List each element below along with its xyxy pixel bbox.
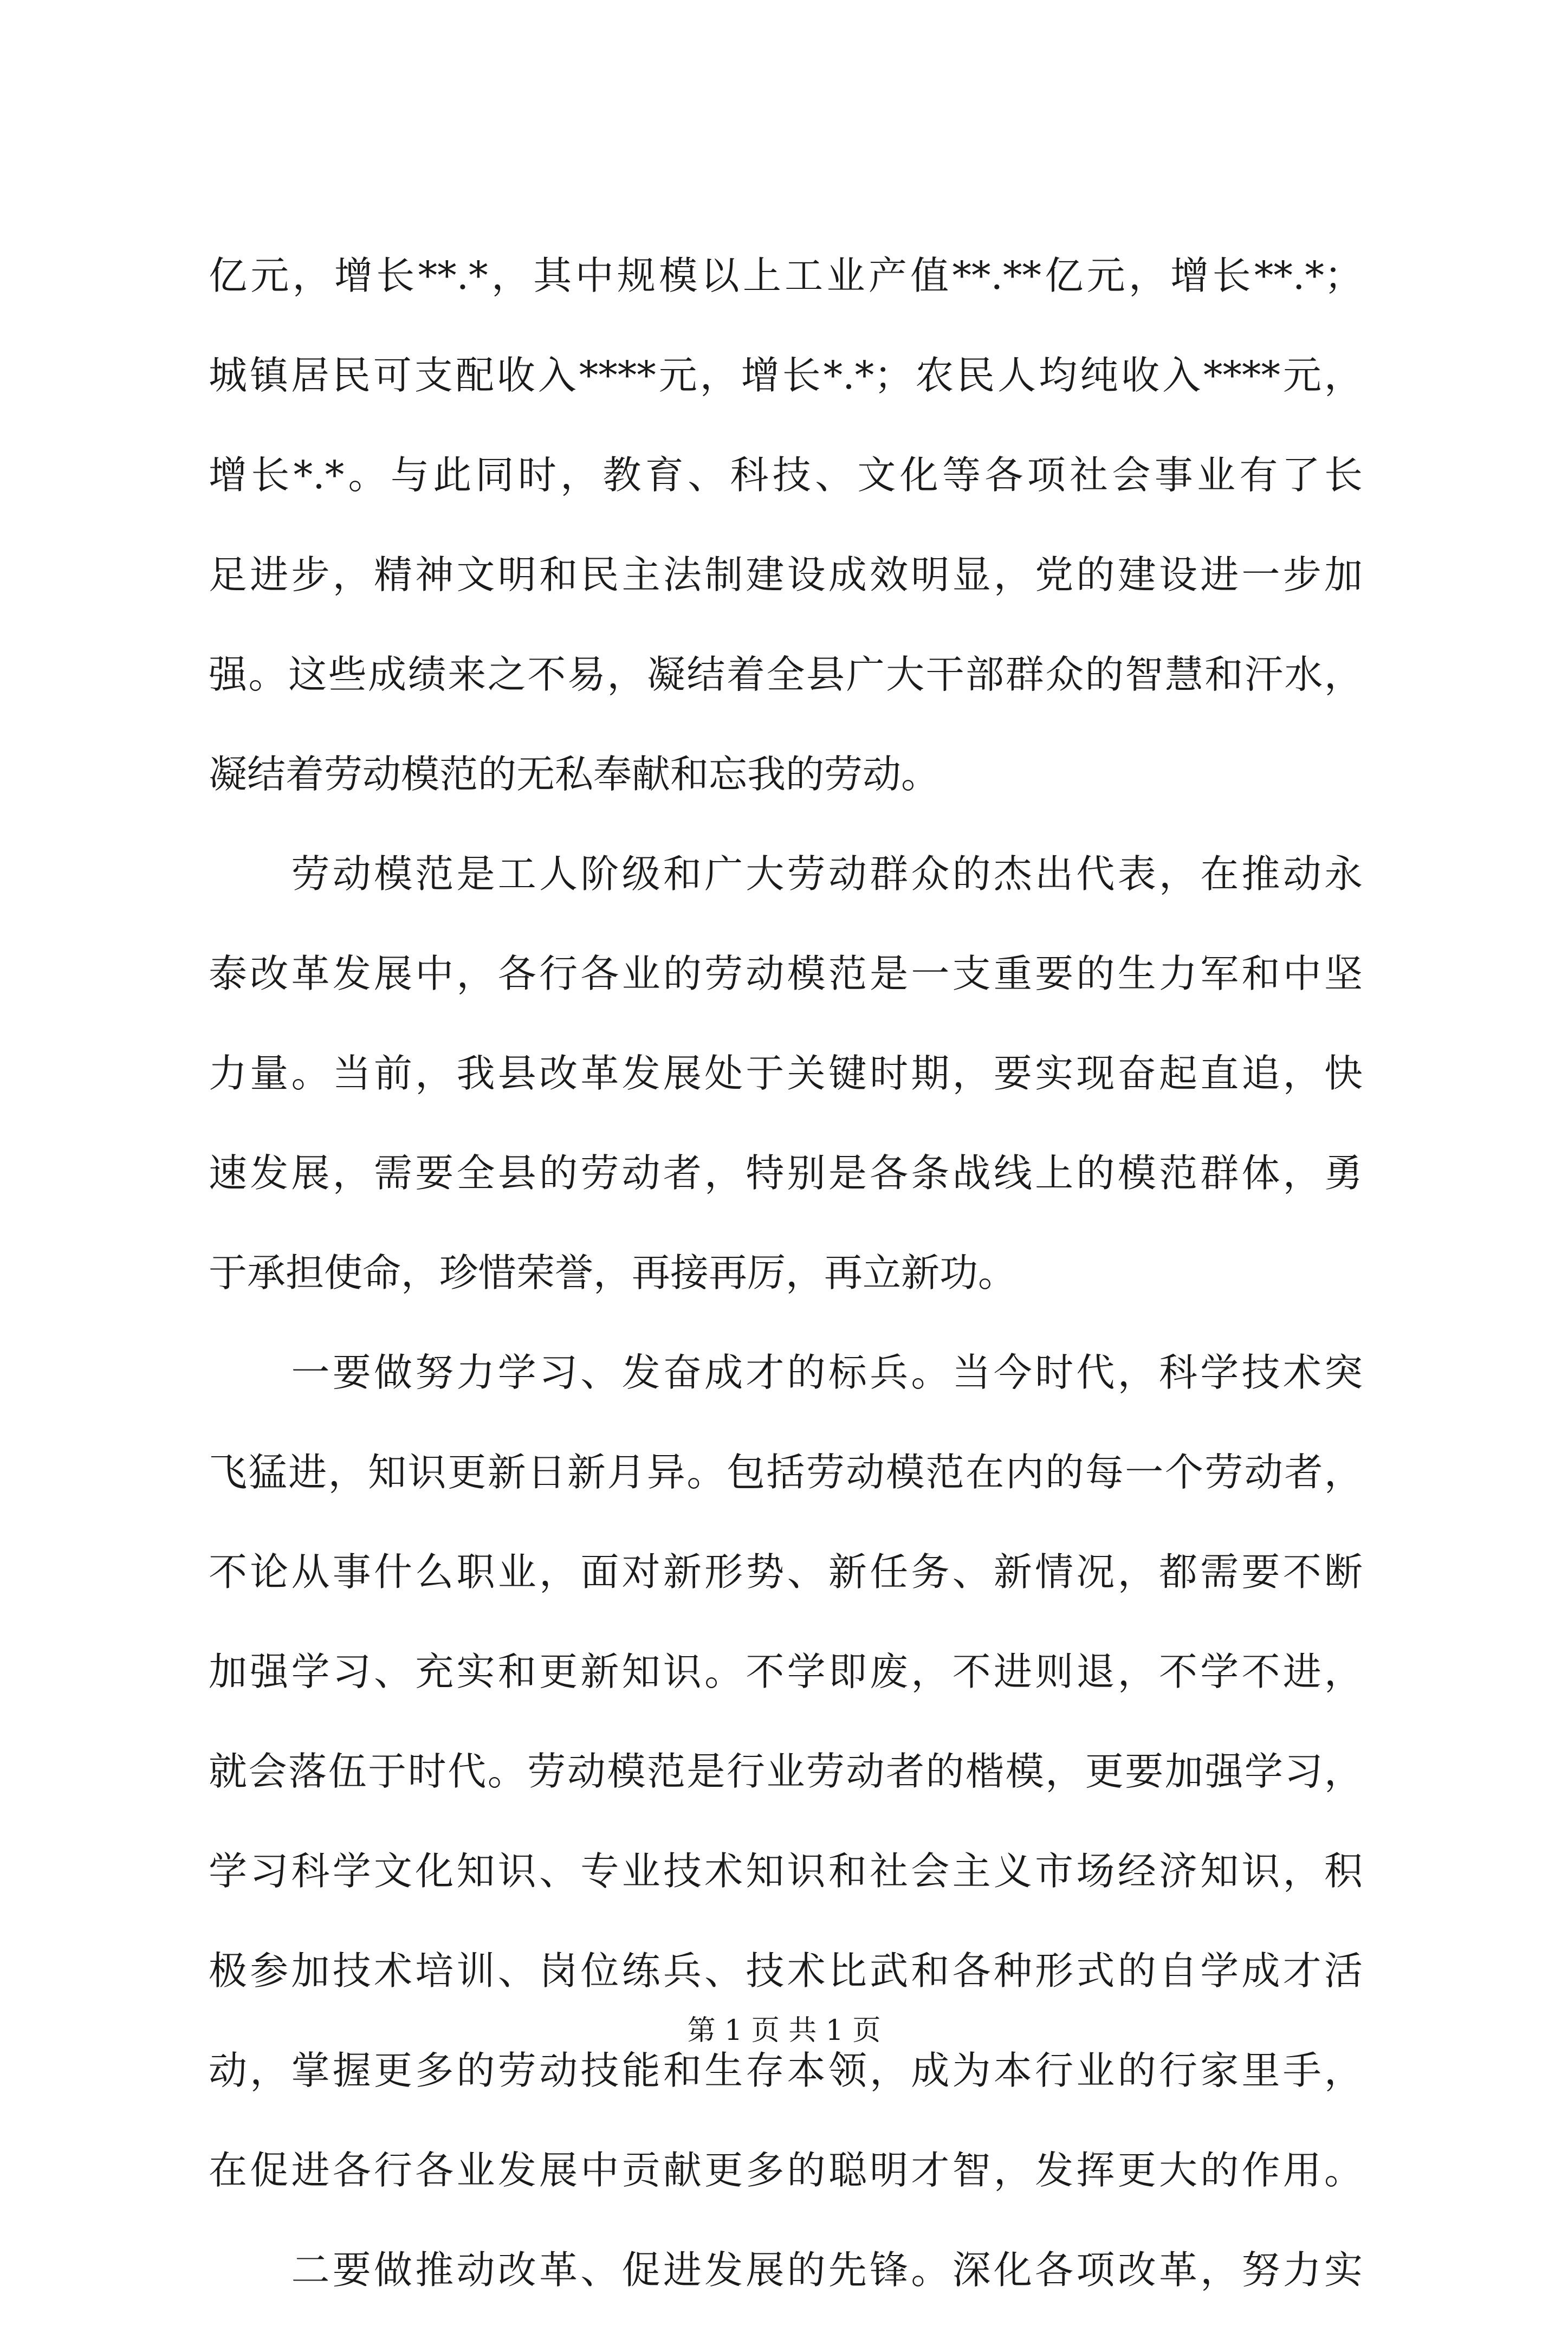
text-line: 极参加技术培训、岗位练兵、技术比武和各种形式的自学成才活	[209, 1948, 1363, 1993]
text-line: 速发展，需要全县的劳动者，特别是各条战线上的模范群体，勇	[209, 1151, 1363, 1196]
text-line: 增长*.*。与此同时，教育、科技、文化等各项社会事业有了长	[209, 453, 1363, 498]
text-line: 泰改革发展中，各行各业的劳动模范是一支重要的生力军和中坚	[209, 951, 1363, 996]
text-line: 于承担使命，珍惜荣誉，再接再厉，再立新功。	[209, 1250, 1017, 1295]
text-line: 二要做推动改革、促进发展的先锋。深化各项改革，努力实	[209, 2247, 1363, 2292]
text-line: 足进步，精神文明和民主法制建设成效明显，党的建设进一步加	[209, 552, 1363, 597]
text-line: 学习科学文化知识、专业技术知识和社会主义市场经济知识，积	[209, 1849, 1363, 1894]
text-line: 在促进各行各业发展中贡献更多的聪明才智，发挥更大的作用。	[209, 2148, 1363, 2193]
text-line: 强。这些成绩来之不易，凝结着全县广大干部群众的智慧和汗水，	[209, 652, 1363, 697]
text-line: 加强学习、充实和更新知识。不学即废，不进则退，不学不进，	[209, 1649, 1363, 1694]
text-line: 不论从事什么职业，面对新形势、新任务、新情况，都需要不断	[209, 1549, 1363, 1594]
text-line: 动，掌握更多的劳动技能和生存本领，成为本行业的行家里手，	[209, 2048, 1363, 2093]
text-line: 亿元，增长**.*，其中规模以上工业产值**.**亿元，增长**.*；	[209, 253, 1363, 298]
text-line: 力量。当前，我县改革发展处于关键时期，要实现奋起直追，快	[209, 1051, 1363, 1096]
text-line: 就会落伍于时代。劳动模范是行业劳动者的楷模，更要加强学习，	[209, 1749, 1363, 1794]
text-line: 劳动模范是工人阶级和广大劳动群众的杰出代表，在推动永	[209, 851, 1363, 896]
text-line: 城镇居民可支配收入****元，增长*.*；农民人均纯收入****元，	[209, 353, 1363, 398]
text-line: 凝结着劳动模范的无私奉献和忘我的劳动。	[209, 752, 940, 797]
text-line: 飞猛进，知识更新日新月异。包括劳动模范在内的每一个劳动者，	[209, 1450, 1363, 1495]
page-number-footer: 第 1 页 共 1 页	[687, 2014, 881, 2047]
text-line: 一要做努力学习、发奋成才的标兵。当今时代，科学技术突	[209, 1350, 1363, 1395]
